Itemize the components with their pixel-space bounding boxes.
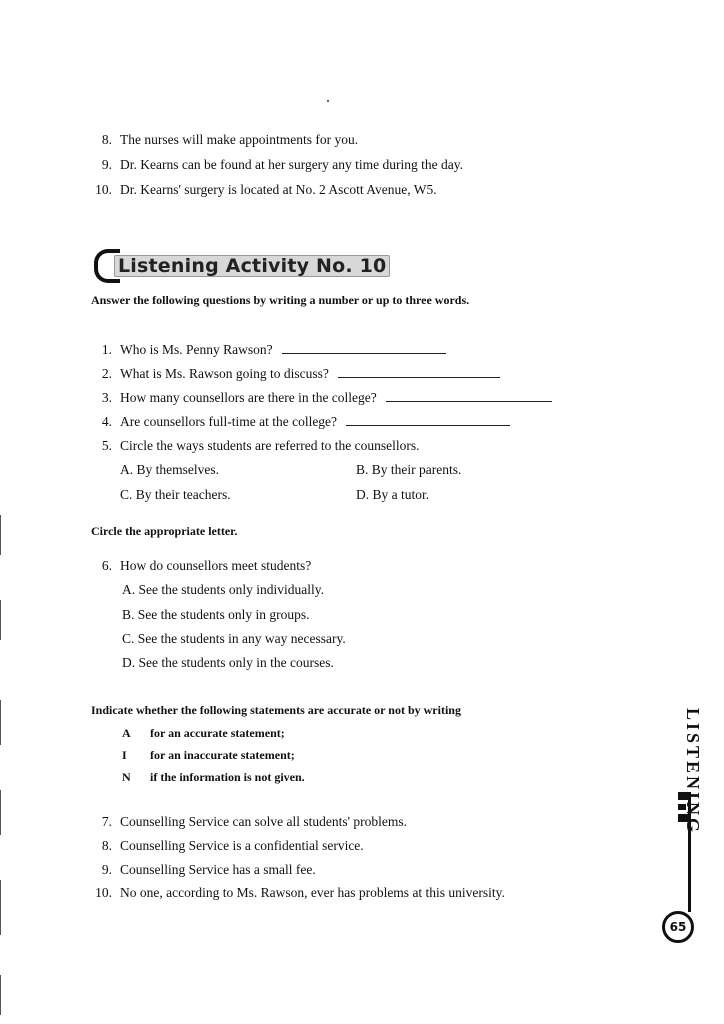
scan-speck [327,100,329,102]
list-item: 10. Dr. Kearns' surgery is located at No. 2 Ascott Avenue, W5. [95,182,437,197]
side-section-label: LISTENING [683,708,703,836]
answer-blank[interactable] [346,413,510,426]
option-d[interactable]: D. See the students only in the courses. [122,655,334,670]
statement-item: 10. No one, according to Ms. Rawson, ever has problems at this university. [95,885,505,900]
answer-blank[interactable] [338,365,500,378]
question-item: 3. How many counsellors are there in the college? [86,389,552,407]
question-item: 1. Who is Ms. Penny Rawson? [86,341,446,359]
legend-item: I for an inaccurate statement; [122,748,295,762]
option-b[interactable]: B. See the students only in groups. [122,607,310,622]
question-item: 5. Circle the ways students are referred to the counsellors. [101,438,420,453]
list-item: 9. Dr. Kearns can be found at her surgery any time during the day. [101,157,464,172]
activity-title: Listening Activity No. 10 [94,249,390,283]
scan-margin-mark [0,600,1,640]
statement-item: 8. Counselling Service is a confidential service. [101,838,364,853]
scan-margin-mark [0,975,1,1015]
question-item: 2. What is Ms. Rawson going to discuss? [86,365,500,383]
scan-margin-mark [0,880,1,935]
statement-item: 9. Counselling Service has a small fee. [101,862,316,877]
option-d[interactable]: D. By a tutor. [356,487,430,502]
option-a[interactable]: A. See the students only individually. [122,582,324,597]
option-c[interactable]: C. By their teachers. [120,487,231,502]
scan-margin-mark [0,700,1,745]
answer-blank[interactable] [386,389,552,402]
question-item: 4. Are counsellors full-time at the college? [86,413,510,431]
scan-margin-mark [0,790,1,835]
answer-blank[interactable] [282,341,446,354]
question-item: 6. How do counsellors meet students? [101,558,312,573]
instruction-text: Circle the appropriate letter. [91,524,238,538]
statement-item: 7. Counselling Service can solve all students' problems. [101,814,408,829]
instruction-text: Answer the following questions by writing a number or up to three words. [91,293,470,307]
legend-item: A for an accurate statement; [122,726,285,740]
option-b[interactable]: B. By their parents. [356,462,462,477]
scan-margin-mark [0,515,1,555]
page-number: 65 [662,911,694,943]
instruction-text: Indicate whether the following statements are accurate or not by writing [91,703,461,717]
option-a[interactable]: A. By themselves. [120,462,219,477]
option-c[interactable]: C. See the students in any way necessary. [122,631,346,646]
legend-item: N if the information is not given. [122,770,305,784]
list-item: 8. The nurses will make appointments for you. [101,132,359,147]
